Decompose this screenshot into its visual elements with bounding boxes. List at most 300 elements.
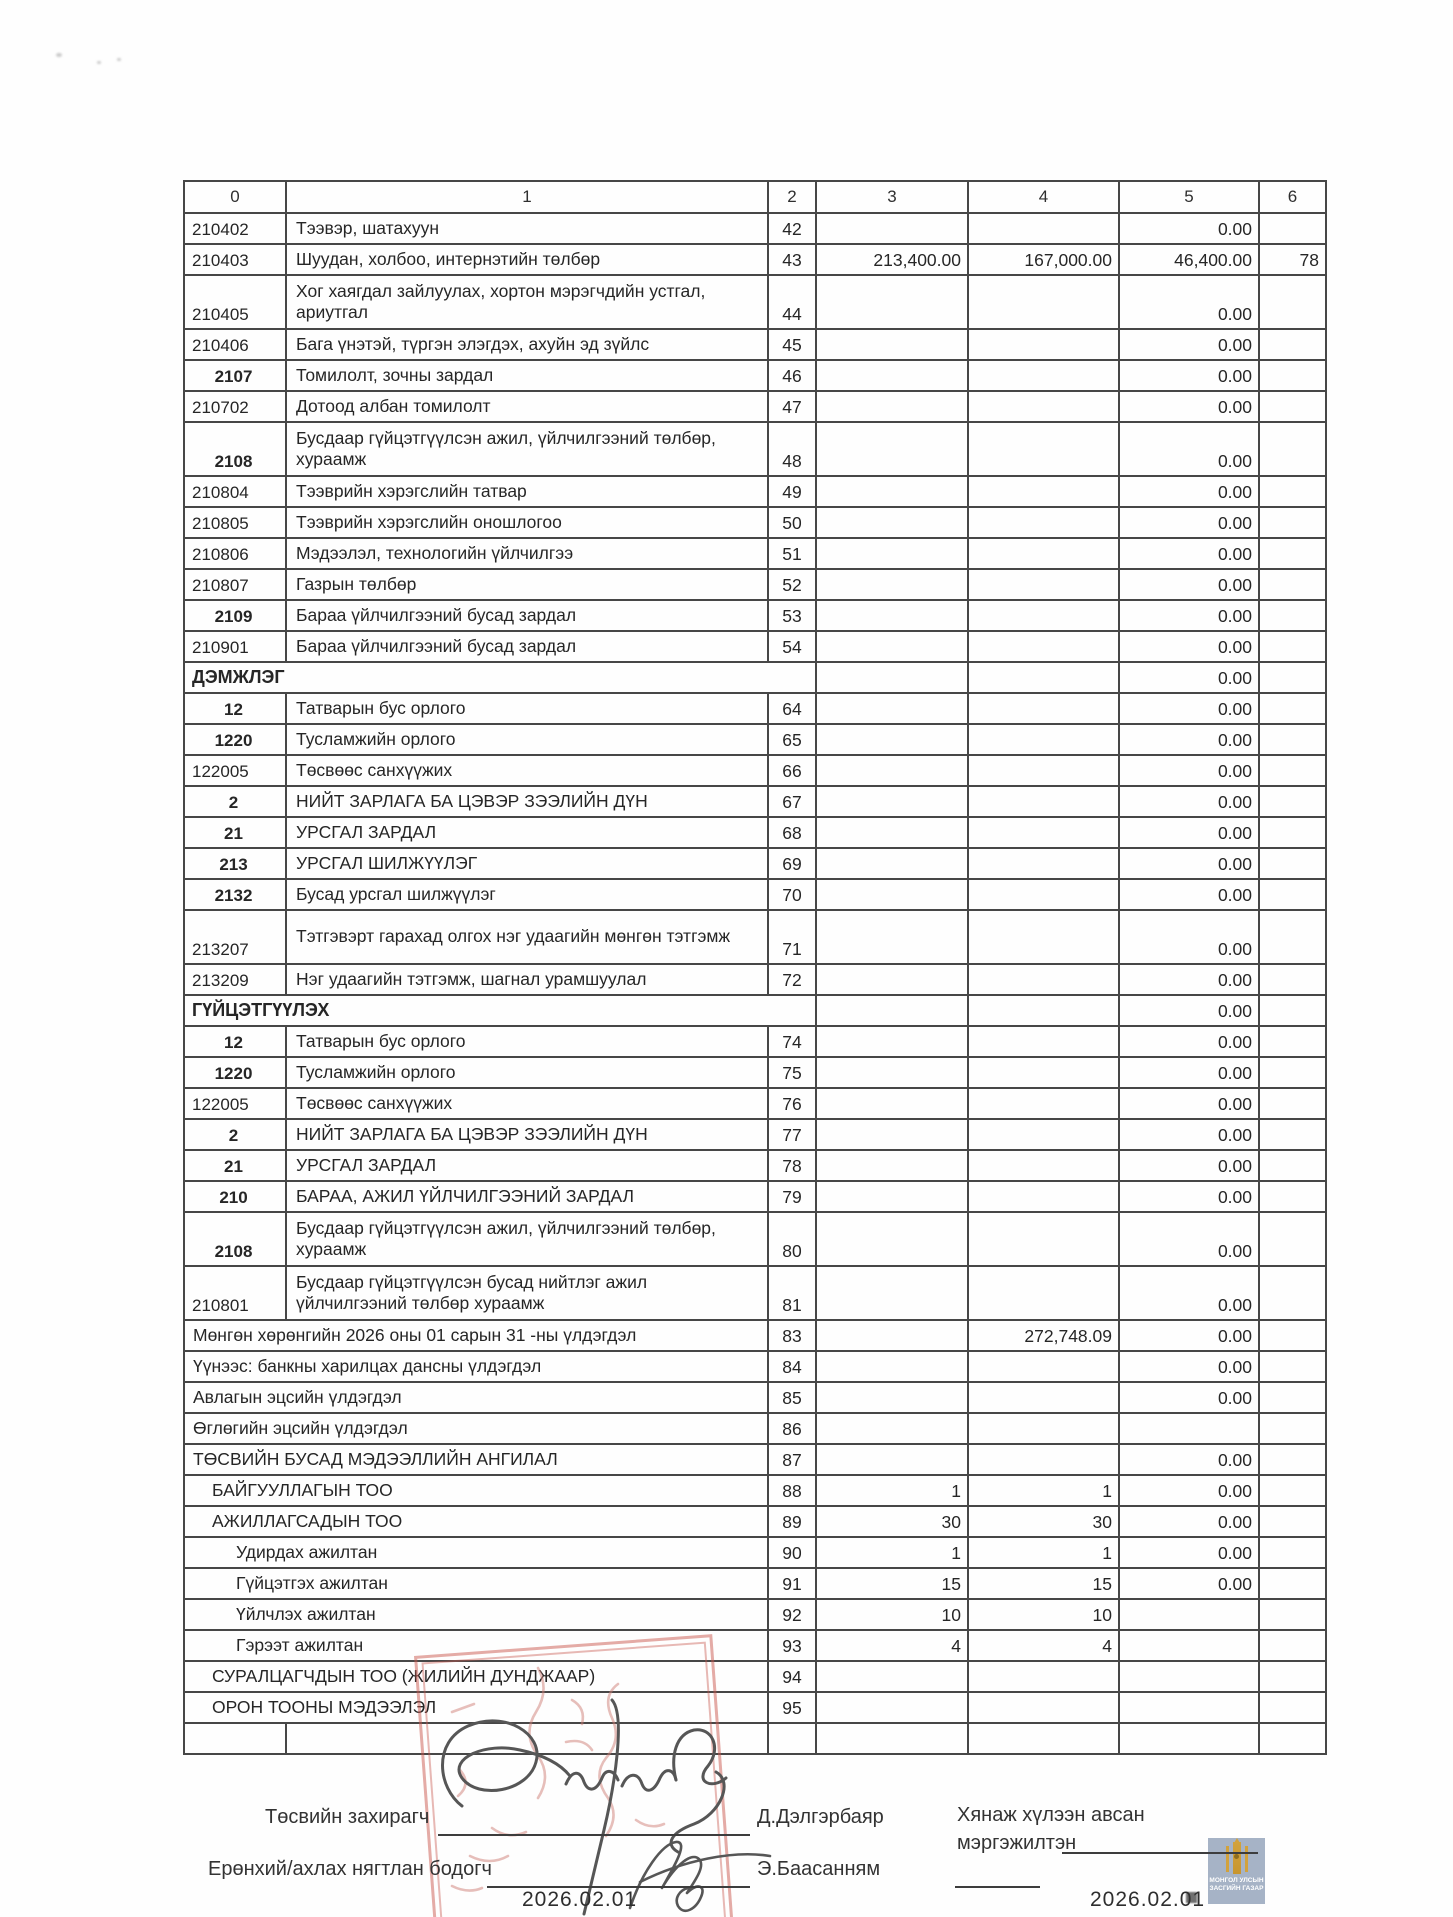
cell-value-col6 bbox=[1259, 910, 1326, 964]
cell-row-number: 92 bbox=[768, 1599, 816, 1630]
cell-value-col3 bbox=[816, 275, 968, 329]
cell-row-label: ТӨСВИЙН БУСАД МЭДЭЭЛЛИЙН АНГИЛАЛ bbox=[184, 1444, 768, 1475]
cell-row-number: 64 bbox=[768, 693, 816, 724]
cell-value-col4: 4 bbox=[968, 1630, 1119, 1661]
cell-value-col4 bbox=[968, 1026, 1119, 1057]
government-logo bbox=[1208, 1838, 1265, 1904]
governor-signature-line bbox=[438, 1834, 750, 1836]
cell-value-col4 bbox=[968, 1661, 1119, 1692]
cell-value-col6 bbox=[1259, 213, 1326, 244]
cell-value-col3 bbox=[816, 476, 968, 507]
cell-value-col5: 0.00 bbox=[1119, 995, 1259, 1026]
cell-code: 210806 bbox=[184, 538, 286, 569]
cell-code: 210405 bbox=[184, 275, 286, 329]
cell-row-number: 71 bbox=[768, 910, 816, 964]
cell-code: 210807 bbox=[184, 569, 286, 600]
logo-text-line2: ЗАСГИЙН ГАЗАР bbox=[1209, 1885, 1264, 1893]
cell-description: Татварын бус орлого bbox=[286, 1026, 768, 1057]
short-signature-line bbox=[955, 1886, 1040, 1888]
cell-description: БАРАА, АЖИЛ ҮЙЛЧИЛГЭЭНИЙ ЗАРДАЛ bbox=[286, 1181, 768, 1212]
cell-value-col5: 0.00 bbox=[1119, 1444, 1259, 1475]
cell-value-col5: 0.00 bbox=[1119, 1506, 1259, 1537]
cell-value-col5: 0.00 bbox=[1119, 1026, 1259, 1057]
cell-row-number: 78 bbox=[768, 1150, 816, 1181]
table-row bbox=[184, 1150, 1326, 1181]
cell-value-col6 bbox=[1259, 1088, 1326, 1119]
table-row bbox=[184, 1212, 1326, 1266]
cell-value-col3 bbox=[816, 848, 968, 879]
cell-value-col6 bbox=[1259, 538, 1326, 569]
cell-value-col6 bbox=[1259, 476, 1326, 507]
date-left: 2026.02.01 bbox=[522, 1888, 638, 1911]
cell-value-col6 bbox=[1259, 569, 1326, 600]
cell-description: Нэг удаагийн тэтгэмж, шагнал урамшуулал bbox=[286, 964, 768, 995]
cell-value-col5: 0.00 bbox=[1119, 391, 1259, 422]
cell-description: Тээврийн хэрэгслийн татвар bbox=[286, 476, 768, 507]
table-row bbox=[184, 1181, 1326, 1212]
table-row bbox=[184, 724, 1326, 755]
cell-value-col3 bbox=[816, 1382, 968, 1413]
cell-row-number: 48 bbox=[768, 422, 816, 476]
cell-value-col6 bbox=[1259, 600, 1326, 631]
cell-value-col4 bbox=[968, 1088, 1119, 1119]
cell-value-col5: 46,400.00 bbox=[1119, 244, 1259, 275]
cell-value-col6 bbox=[1259, 1537, 1326, 1568]
cell-description: Дотоод албан томилолт bbox=[286, 391, 768, 422]
cell-code: 210804 bbox=[184, 476, 286, 507]
cell-value-col3 bbox=[816, 1661, 968, 1692]
cell-value-col4: 1 bbox=[968, 1475, 1119, 1506]
cell-value-col5: 0.00 bbox=[1119, 476, 1259, 507]
cell-value-col5: 0.00 bbox=[1119, 964, 1259, 995]
cell-value-col4 bbox=[968, 755, 1119, 786]
cell-value-col5: 0.00 bbox=[1119, 662, 1259, 693]
cell-row-number: 83 bbox=[768, 1320, 816, 1351]
cell-description: Тусламжийн орлого bbox=[286, 724, 768, 755]
cell-value-col3 bbox=[816, 1212, 968, 1266]
cell-code: 2108 bbox=[184, 422, 286, 476]
cell-value-col6 bbox=[1259, 1661, 1326, 1692]
cell-value-col6 bbox=[1259, 1351, 1326, 1382]
cell-value-col5 bbox=[1119, 1599, 1259, 1630]
cell-value-col4 bbox=[968, 662, 1119, 693]
cell-value-col6 bbox=[1259, 1413, 1326, 1444]
cell-row-number: 50 bbox=[768, 507, 816, 538]
cell-code: 2109 bbox=[184, 600, 286, 631]
cell-value-col5 bbox=[1119, 1723, 1259, 1754]
cell-code: 21 bbox=[184, 817, 286, 848]
cell-value-col4: 30 bbox=[968, 1506, 1119, 1537]
cell-value-col3: 10 bbox=[816, 1599, 968, 1630]
column-header: 5 bbox=[1119, 181, 1259, 213]
cell-row-number: 94 bbox=[768, 1661, 816, 1692]
cell-row-number: 72 bbox=[768, 964, 816, 995]
cell-row-number: 47 bbox=[768, 391, 816, 422]
cell-value-col5 bbox=[1119, 1661, 1259, 1692]
cell-description: Тээвэр, шатахуун bbox=[286, 213, 768, 244]
table-row bbox=[184, 1568, 1326, 1599]
cell-value-col6 bbox=[1259, 275, 1326, 329]
cell-row-number: 74 bbox=[768, 1026, 816, 1057]
cell-value-col4: 167,000.00 bbox=[968, 244, 1119, 275]
cell-code: 213 bbox=[184, 848, 286, 879]
table-row bbox=[184, 244, 1326, 275]
cell-row-number: 54 bbox=[768, 631, 816, 662]
cell-value-col3 bbox=[816, 1088, 968, 1119]
cell-value-col6 bbox=[1259, 631, 1326, 662]
date-right: 2026.02.01 bbox=[1090, 1888, 1206, 1911]
cell-row-label: АЖИЛЛАГСАДЫН ТОО bbox=[184, 1506, 768, 1537]
cell-value-col5: 0.00 bbox=[1119, 538, 1259, 569]
reviewer-signature-line bbox=[1062, 1852, 1258, 1854]
cell-value-col3 bbox=[816, 569, 968, 600]
cell-value-col6 bbox=[1259, 693, 1326, 724]
soyombo-icon bbox=[1226, 1842, 1248, 1874]
cell-value-col4 bbox=[968, 1212, 1119, 1266]
cell-value-col6 bbox=[1259, 964, 1326, 995]
cell-value-col4 bbox=[968, 476, 1119, 507]
accountant-name: Э.Баасанням bbox=[757, 1858, 881, 1880]
cell-value-col5: 0.00 bbox=[1119, 1266, 1259, 1320]
cell-value-col3 bbox=[816, 213, 968, 244]
cell-value-col3: 30 bbox=[816, 1506, 968, 1537]
cell-value-col5: 0.00 bbox=[1119, 1150, 1259, 1181]
cell-code bbox=[184, 1723, 286, 1754]
cell-code: 1220 bbox=[184, 1057, 286, 1088]
cell-value-col5: 0.00 bbox=[1119, 1382, 1259, 1413]
cell-value-col4 bbox=[968, 213, 1119, 244]
column-header: 3 bbox=[816, 181, 968, 213]
cell-description: Тэтгэвэрт гарахад олгох нэг удаагийн мөнгөн тэтгэмж bbox=[286, 910, 768, 964]
column-header: 4 bbox=[968, 181, 1119, 213]
cell-row-number: 85 bbox=[768, 1382, 816, 1413]
cell-value-col6 bbox=[1259, 422, 1326, 476]
cell-code: 213209 bbox=[184, 964, 286, 995]
cell-value-col6 bbox=[1259, 1630, 1326, 1661]
cell-description: УРСГАЛ ЗАРДАЛ bbox=[286, 1150, 768, 1181]
cell-description: Бусад урсгал шилжүүлэг bbox=[286, 879, 768, 910]
cell-code: 210 bbox=[184, 1181, 286, 1212]
cell-value-col3 bbox=[816, 1266, 968, 1320]
cell-description: УРСГАЛ ЗАРДАЛ bbox=[286, 817, 768, 848]
cell-value-col4: 10 bbox=[968, 1599, 1119, 1630]
cell-value-col3 bbox=[816, 1119, 968, 1150]
cell-value-col5: 0.00 bbox=[1119, 360, 1259, 391]
cell-value-col4 bbox=[968, 848, 1119, 879]
cell-value-col6 bbox=[1259, 329, 1326, 360]
cell-value-col5: 0.00 bbox=[1119, 275, 1259, 329]
cell-value-col5: 0.00 bbox=[1119, 1568, 1259, 1599]
cell-value-col5: 0.00 bbox=[1119, 1475, 1259, 1506]
accountant-label: Ерөнхий/ахлах нягтлан бодогч bbox=[208, 1858, 492, 1880]
cell-value-col5: 0.00 bbox=[1119, 910, 1259, 964]
cell-value-col4 bbox=[968, 1444, 1119, 1475]
cell-value-col5 bbox=[1119, 1413, 1259, 1444]
table-row bbox=[184, 964, 1326, 995]
cell-value-col3 bbox=[816, 422, 968, 476]
logo-text-line1: МОНГОЛ УЛСЫН bbox=[1209, 1877, 1264, 1884]
cell-value-col3 bbox=[816, 1320, 968, 1351]
table-row bbox=[184, 1692, 1326, 1723]
cell-value-col5: 0.00 bbox=[1119, 1351, 1259, 1382]
table-row bbox=[184, 422, 1326, 476]
cell-value-col3: 15 bbox=[816, 1568, 968, 1599]
cell-description: НИЙТ ЗАРЛАГА БА ЦЭВЭР ЗЭЭЛИЙН ДҮН bbox=[286, 1119, 768, 1150]
table-row bbox=[184, 1444, 1326, 1475]
table-row bbox=[184, 1351, 1326, 1382]
cell-value-col3 bbox=[816, 817, 968, 848]
table-row bbox=[184, 1630, 1326, 1661]
cell-description: Бусдаар гүйцэтгүүлсэн бусад нийтлэг ажил үйлчилгээний төлбөр хураамж bbox=[286, 1266, 768, 1320]
cell-value-col4: 1 bbox=[968, 1537, 1119, 1568]
cell-value-col4 bbox=[968, 1413, 1119, 1444]
cell-value-col4 bbox=[968, 724, 1119, 755]
reviewer-label-line2: мэргэжилтэн bbox=[957, 1832, 1077, 1854]
cell-value-col5: 0.00 bbox=[1119, 1320, 1259, 1351]
cell-value-col5: 0.00 bbox=[1119, 755, 1259, 786]
table-row bbox=[184, 662, 1326, 693]
cell-value-col6 bbox=[1259, 391, 1326, 422]
cell-row-number: 81 bbox=[768, 1266, 816, 1320]
cell-value-col4 bbox=[968, 910, 1119, 964]
table-row bbox=[184, 755, 1326, 786]
cell-value-col4 bbox=[968, 1057, 1119, 1088]
cell-value-col4 bbox=[968, 1181, 1119, 1212]
cell-row-label: Мөнгөн хөрөнгийн 2026 оны 01 сарын 31 -ны үлдэгдэл bbox=[184, 1320, 768, 1351]
cell-value-col3 bbox=[816, 1723, 968, 1754]
cell-value-col5: 0.00 bbox=[1119, 1212, 1259, 1266]
cell-row-number: 53 bbox=[768, 600, 816, 631]
table-row bbox=[184, 476, 1326, 507]
cell-description: УРСГАЛ ШИЛЖҮҮЛЭГ bbox=[286, 848, 768, 879]
cell-row-number: 79 bbox=[768, 1181, 816, 1212]
column-header: 6 bbox=[1259, 181, 1326, 213]
cell-description: Бараа үйлчилгээний бусад зардал bbox=[286, 600, 768, 631]
cell-value-col5: 0.00 bbox=[1119, 1088, 1259, 1119]
table-row bbox=[184, 817, 1326, 848]
cell-value-col4 bbox=[968, 1382, 1119, 1413]
cell-row-number: 67 bbox=[768, 786, 816, 817]
budget-governor-name: Д.Дэлгэрбаяр bbox=[757, 1806, 884, 1828]
cell-value-col4 bbox=[968, 1723, 1119, 1754]
cell-value-col3 bbox=[816, 329, 968, 360]
cell-row-number: 70 bbox=[768, 879, 816, 910]
cell-code: 210403 bbox=[184, 244, 286, 275]
cell-value-col4 bbox=[968, 631, 1119, 662]
cell-row-number: 76 bbox=[768, 1088, 816, 1119]
cell-description: Мэдээлэл, технологийн үйлчилгээ bbox=[286, 538, 768, 569]
cell-value-col5: 0.00 bbox=[1119, 507, 1259, 538]
cell-value-col5: 0.00 bbox=[1119, 1181, 1259, 1212]
cell-value-col5: 0.00 bbox=[1119, 600, 1259, 631]
cell-value-col6 bbox=[1259, 724, 1326, 755]
cell-row-number: 65 bbox=[768, 724, 816, 755]
table-row bbox=[184, 1320, 1326, 1351]
cell-row-number: 75 bbox=[768, 1057, 816, 1088]
cell-value-col3 bbox=[816, 1444, 968, 1475]
cell-row-number: 80 bbox=[768, 1212, 816, 1266]
cell-row-number: 87 bbox=[768, 1444, 816, 1475]
cell-value-col3: 4 bbox=[816, 1630, 968, 1661]
cell-value-col3 bbox=[816, 507, 968, 538]
cell-value-col6 bbox=[1259, 507, 1326, 538]
cell-value-col4 bbox=[968, 1266, 1119, 1320]
cell-value-col3 bbox=[816, 391, 968, 422]
cell-value-col6 bbox=[1259, 1119, 1326, 1150]
cell-code: 21 bbox=[184, 1150, 286, 1181]
cell-code: 210402 bbox=[184, 213, 286, 244]
cell-value-col3 bbox=[816, 1026, 968, 1057]
table-row bbox=[184, 995, 1326, 1026]
table-row bbox=[184, 391, 1326, 422]
cell-value-col3 bbox=[816, 724, 968, 755]
cell-value-col5: 0.00 bbox=[1119, 329, 1259, 360]
cell-value-col5: 0.00 bbox=[1119, 213, 1259, 244]
cell-code: 213207 bbox=[184, 910, 286, 964]
budget-table bbox=[183, 180, 1327, 1755]
cell-description: Бага үнэтэй, түргэн элэгдэх, ахуйн эд зүйлс bbox=[286, 329, 768, 360]
cell-value-col5: 0.00 bbox=[1119, 631, 1259, 662]
table-row bbox=[184, 213, 1326, 244]
cell-value-col6 bbox=[1259, 1568, 1326, 1599]
table-row bbox=[184, 1026, 1326, 1057]
cell-description: Шуудан, холбоо, интернэтийн төлбөр bbox=[286, 244, 768, 275]
cell-code: 1220 bbox=[184, 724, 286, 755]
cell-value-col3 bbox=[816, 1150, 968, 1181]
budget-governor-label: Төсвийн захирагч bbox=[265, 1806, 430, 1828]
cell-value-col6 bbox=[1259, 1150, 1326, 1181]
cell-code: 122005 bbox=[184, 1088, 286, 1119]
cell-value-col6 bbox=[1259, 879, 1326, 910]
cell-value-col4 bbox=[968, 329, 1119, 360]
table-row bbox=[184, 1475, 1326, 1506]
cell-value-col3 bbox=[816, 1351, 968, 1382]
scan-speck bbox=[56, 53, 62, 57]
cell-description: Хог хаягдал зайлуулах, хортон мэрэгчдийн устгал, ариутгал bbox=[286, 275, 768, 329]
cell-value-col6 bbox=[1259, 1475, 1326, 1506]
cell-row-number: 91 bbox=[768, 1568, 816, 1599]
cell-value-col4 bbox=[968, 538, 1119, 569]
cell-section-title: ГҮЙЦЭТГҮҮЛЭХ bbox=[184, 995, 816, 1026]
cell-description: Төсвөөс санхүүжих bbox=[286, 755, 768, 786]
cell-code: 2 bbox=[184, 786, 286, 817]
cell-value-col6 bbox=[1259, 1692, 1326, 1723]
cell-row-number: 42 bbox=[768, 213, 816, 244]
cell-description: Төсвөөс санхүүжих bbox=[286, 1088, 768, 1119]
cell-value-col5 bbox=[1119, 1692, 1259, 1723]
cell-row-label: БАЙГУУЛЛАГЫН ТОО bbox=[184, 1475, 768, 1506]
cell-code: 2 bbox=[184, 1119, 286, 1150]
cell-value-col3 bbox=[816, 964, 968, 995]
cell-row-number: 66 bbox=[768, 755, 816, 786]
cell-value-col6 bbox=[1259, 1320, 1326, 1351]
cell-value-col4 bbox=[968, 600, 1119, 631]
cell-value-col3: 1 bbox=[816, 1537, 968, 1568]
cell-value-col5: 0.00 bbox=[1119, 848, 1259, 879]
cell-value-col3 bbox=[816, 1692, 968, 1723]
cell-value-col4: 272,748.09 bbox=[968, 1320, 1119, 1351]
table-row bbox=[184, 1506, 1326, 1537]
cell-value-col6 bbox=[1259, 1382, 1326, 1413]
cell-value-col3 bbox=[816, 600, 968, 631]
cell-row-label: Үүнээс: банкны харилцах дансны үлдэгдэл bbox=[184, 1351, 768, 1382]
cell-value-col4 bbox=[968, 360, 1119, 391]
table-row bbox=[184, 538, 1326, 569]
cell-description: Томилолт, зочны зардал bbox=[286, 360, 768, 391]
table-row bbox=[184, 1413, 1326, 1444]
cell-value-col6 bbox=[1259, 1444, 1326, 1475]
cell-value-col5: 0.00 bbox=[1119, 1119, 1259, 1150]
cell-value-col6 bbox=[1259, 1057, 1326, 1088]
cell-value-col5 bbox=[1119, 1630, 1259, 1661]
reviewer-label-line1: Хянаж хүлээн авсан bbox=[957, 1804, 1145, 1826]
cell-row-label: Гүйцэтгэх ажилтан bbox=[184, 1568, 768, 1599]
cell-value-col4 bbox=[968, 275, 1119, 329]
table-row bbox=[184, 1119, 1326, 1150]
cell-code: 210801 bbox=[184, 1266, 286, 1320]
cell-row-number: 89 bbox=[768, 1506, 816, 1537]
table-row bbox=[184, 879, 1326, 910]
table-row bbox=[184, 329, 1326, 360]
cell-row-number: 93 bbox=[768, 1630, 816, 1661]
cell-row-number: 84 bbox=[768, 1351, 816, 1382]
cell-value-col4 bbox=[968, 879, 1119, 910]
cell-value-col6 bbox=[1259, 817, 1326, 848]
cell-value-col3 bbox=[816, 360, 968, 391]
cell-value-col6 bbox=[1259, 755, 1326, 786]
cell-value-col4 bbox=[968, 1119, 1119, 1150]
cell-row-label: СУРАЛЦАГЧДЫН ТОО (ЖИЛИЙН ДУНДЖААР) bbox=[184, 1661, 768, 1692]
cell-row-label: Өглөгийн эцсийн үлдэгдэл bbox=[184, 1413, 768, 1444]
cell-value-col3: 213,400.00 bbox=[816, 244, 968, 275]
cell-value-col5: 0.00 bbox=[1119, 1537, 1259, 1568]
table-row bbox=[184, 1537, 1326, 1568]
cell-code: 12 bbox=[184, 693, 286, 724]
cell-row-label: Удирдах ажилтан bbox=[184, 1537, 768, 1568]
table-row bbox=[184, 1088, 1326, 1119]
table-row bbox=[184, 360, 1326, 391]
cell-value-col4 bbox=[968, 391, 1119, 422]
column-header: 1 bbox=[286, 181, 768, 213]
cell-value-col3: 1 bbox=[816, 1475, 968, 1506]
cell-code: 210901 bbox=[184, 631, 286, 662]
table-row bbox=[184, 600, 1326, 631]
cell-row-number: 44 bbox=[768, 275, 816, 329]
cell-value-col3 bbox=[816, 693, 968, 724]
scan-speck bbox=[117, 58, 121, 61]
cell-row-number: 45 bbox=[768, 329, 816, 360]
cell-value-col4 bbox=[968, 964, 1119, 995]
cell-code: 2107 bbox=[184, 360, 286, 391]
cell-value-col4 bbox=[968, 422, 1119, 476]
cell-value-col5: 0.00 bbox=[1119, 1057, 1259, 1088]
cell-row-number: 88 bbox=[768, 1475, 816, 1506]
table-row bbox=[184, 507, 1326, 538]
cell-value-col4 bbox=[968, 995, 1119, 1026]
cell-value-col3 bbox=[816, 879, 968, 910]
cell-value-col5: 0.00 bbox=[1119, 422, 1259, 476]
budget-table-header bbox=[184, 181, 1326, 213]
cell-row-number: 77 bbox=[768, 1119, 816, 1150]
cell-value-col3 bbox=[816, 786, 968, 817]
cell-row-number bbox=[768, 1723, 816, 1754]
cell-description: Бараа үйлчилгээний бусад зардал bbox=[286, 631, 768, 662]
cell-value-col3 bbox=[816, 910, 968, 964]
cell-row-number: 69 bbox=[768, 848, 816, 879]
cell-row-number: 95 bbox=[768, 1692, 816, 1723]
cell-code: 2132 bbox=[184, 879, 286, 910]
cell-description: Тусламжийн орлого bbox=[286, 1057, 768, 1088]
